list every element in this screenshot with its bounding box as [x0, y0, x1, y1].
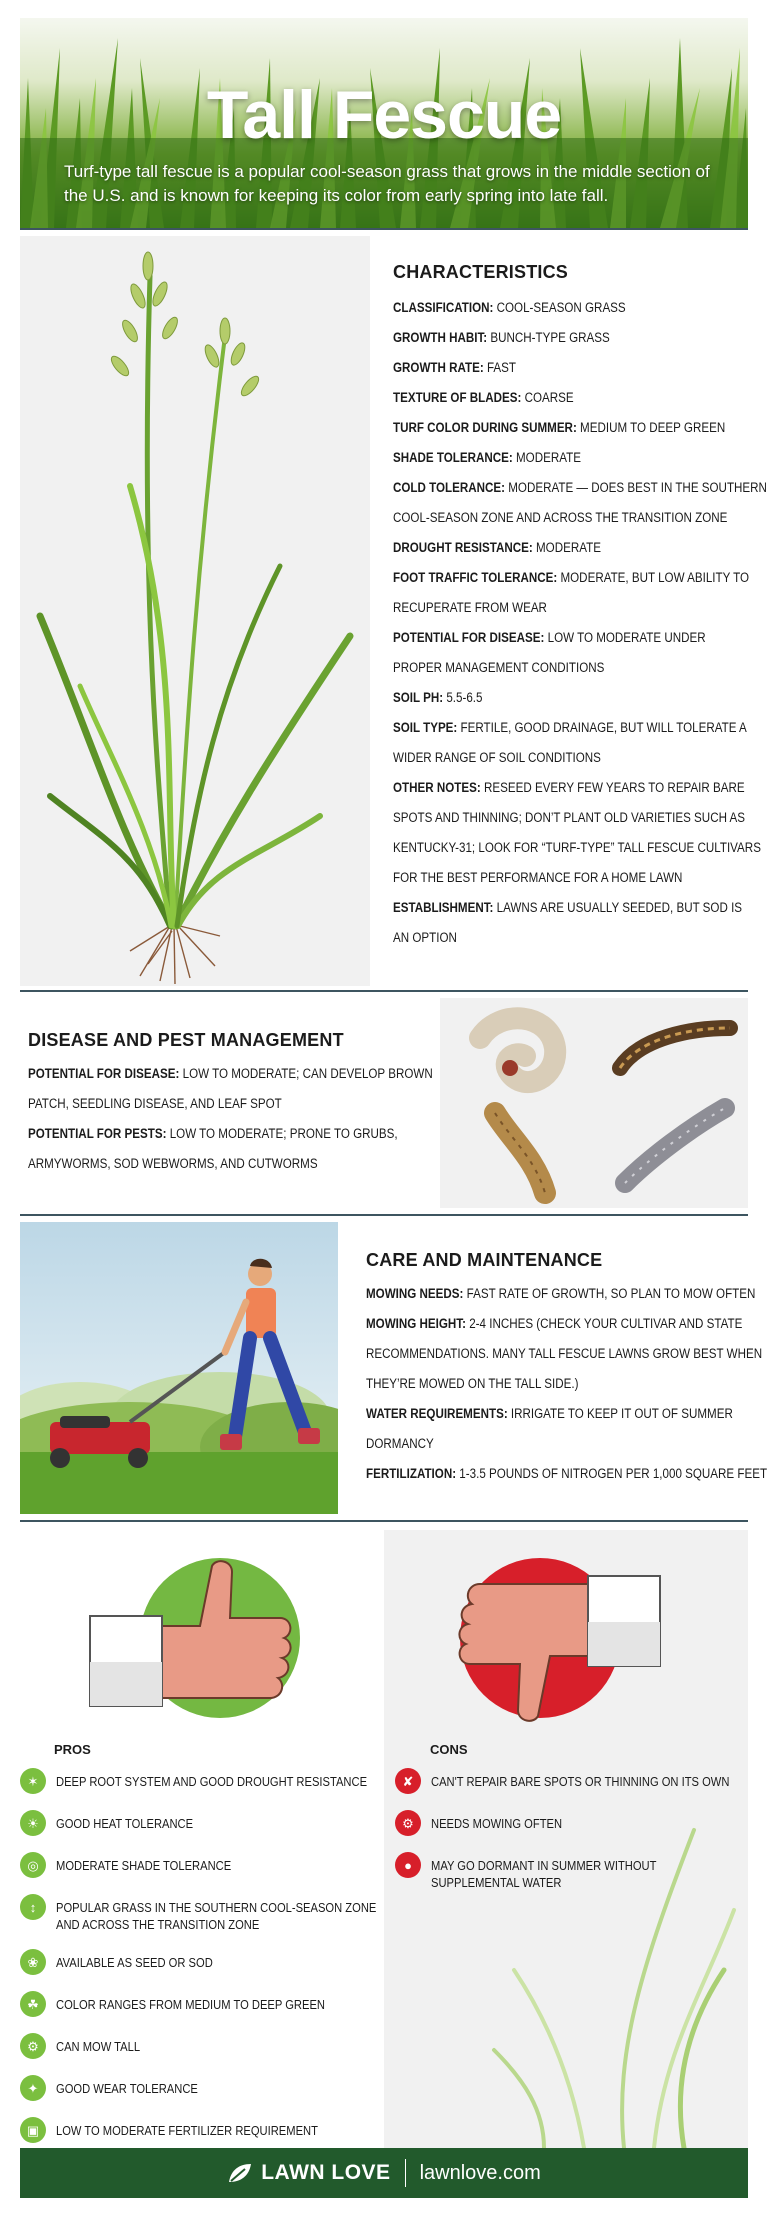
care-section [366, 1250, 768, 1489]
section-divider [20, 1520, 748, 1522]
detail-row [393, 443, 753, 473]
list-item-label: AVAILABLE AS SEED OR SOD [56, 1955, 213, 1970]
pros-list [20, 1772, 380, 2163]
detail-value: IRRIGATE TO KEEP IT OUT OF SUMMER [510, 1406, 733, 1421]
detail-row-continued [393, 863, 753, 893]
detail-value: DORMANCY [366, 1436, 434, 1451]
detail-value: FAST RATE OF GROWTH, SO PLAN TO MOW OFTEN [466, 1286, 756, 1301]
list-item-label: GOOD HEAT TOLERANCE [56, 1816, 194, 1831]
detail-value: MODERATE [536, 540, 601, 555]
detail-row-continued [393, 923, 753, 953]
pest-panel [440, 998, 748, 1208]
detail-row-continued [366, 1429, 750, 1459]
detail-value: WIDER RANGE OF SOIL CONDITIONS [393, 750, 601, 765]
mower-icon: ⚙ [20, 2033, 46, 2059]
grub-icon [480, 1018, 555, 1082]
detail-row [366, 1279, 756, 1309]
detail-row [393, 683, 753, 713]
detail-value: PATCH, SEEDLING DISEASE, AND LEAF SPOT [28, 1096, 282, 1111]
list-item-label: LOW TO MODERATE FERTILIZER REQUIREMENT [56, 2123, 318, 2138]
detail-key: POTENTIAL FOR DISEASE: [28, 1066, 180, 1081]
detail-key: WATER REQUIREMENTS: [366, 1406, 508, 1421]
detail-value: LAWNS ARE USUALLY SEEDED, BUT SOD IS [496, 900, 743, 915]
detail-key: MOWING HEIGHT: [366, 1316, 466, 1331]
detail-row-continued [28, 1089, 438, 1119]
detail-row-continued [366, 1369, 750, 1399]
website-link[interactable]: lawnlove.com [419, 2161, 541, 2184]
detail-row-continued [393, 803, 753, 833]
list-item-label: NEEDS MOWING OFTEN [431, 1816, 563, 1831]
detail-key: FOOT TRAFFIC TOLERANCE: [393, 570, 558, 585]
list-item-label: COLOR RANGES FROM MEDIUM TO DEEP GREEN [56, 1997, 325, 2012]
detail-value: MODERATE — DOES BEST IN THE SOUTHERN [508, 480, 767, 495]
lawn-love-leaf-icon [227, 2162, 253, 2184]
detail-row-continued [393, 833, 761, 863]
cons-title: CONS [430, 1742, 468, 1757]
detail-row [366, 1459, 768, 1489]
detail-row [393, 293, 753, 323]
detail-row-continued [28, 1149, 438, 1179]
detail-row [393, 473, 767, 503]
sun-icon: ☀ [20, 1810, 46, 1836]
cutworm-icon [495, 1113, 545, 1193]
detail-key: SOIL PH: [393, 690, 444, 705]
detail-key: TEXTURE OF BLADES: [393, 390, 522, 405]
list-item-label: CAN MOW TALL [56, 2039, 141, 2054]
list-item-label: CAN'T REPAIR BARE SPOTS OR THINNING ON ITS OWN [431, 1774, 730, 1789]
list-item [20, 1995, 380, 2017]
detail-key: OTHER NOTES: [393, 780, 481, 795]
sunglasses-icon: ◎ [20, 1852, 46, 1878]
list-item [20, 1856, 380, 1878]
detail-key: GROWTH RATE: [393, 360, 484, 375]
list-item [20, 1772, 380, 1794]
mowing-illustration-panel [20, 1222, 338, 1514]
detail-row [393, 893, 753, 923]
person-mowing-illustration [20, 1222, 338, 1514]
detail-value: 5.5-6.5 [446, 690, 483, 705]
detail-value: RECUPERATE FROM WEAR [393, 600, 547, 615]
detail-row [393, 563, 753, 593]
detail-row [28, 1059, 438, 1089]
detail-value: BUNCH-TYPE GRASS [490, 330, 610, 345]
detail-value: FAST [486, 360, 516, 375]
detail-value: THEY’RE MOWED ON THE TALL SIDE.) [366, 1376, 579, 1391]
fertilizer-icon: ▣ [20, 2117, 46, 2143]
characteristics-title: CHARACTERISTICS [393, 262, 569, 282]
leaf-icon: ☘ [20, 1991, 46, 2017]
detail-value: COOL-SEASON GRASS [496, 300, 626, 315]
detail-key: POTENTIAL FOR DISEASE: [393, 630, 545, 645]
cons-list [395, 1772, 745, 1911]
footer [20, 2148, 748, 2198]
list-item [20, 2079, 380, 2101]
list-item [20, 2121, 380, 2143]
detail-key: GROWTH HABIT: [393, 330, 488, 345]
detail-row-continued [393, 743, 753, 773]
pros-title: PROS [54, 1742, 91, 1757]
brand[interactable] [227, 2161, 390, 2185]
section-divider [20, 1214, 748, 1216]
grass-icon: ❀ [20, 1949, 46, 1975]
detail-value: FERTILE, GOOD DRAINAGE, BUT WILL TOLERATE A [460, 720, 747, 735]
detail-value: ARMYWORMS, SOD WEBWORMS, AND CUTWORMS [28, 1156, 318, 1171]
detail-row [393, 383, 753, 413]
detail-value: LOW TO MODERATE; CAN DEVELOP BROWN [182, 1066, 433, 1081]
disease-list [28, 1059, 438, 1179]
detail-row-continued [393, 503, 753, 533]
list-item [395, 1814, 745, 1836]
detail-value: LOW TO MODERATE; PRONE TO GRUBS, [169, 1126, 398, 1141]
webworm-icon [625, 1108, 725, 1183]
detail-value: FOR THE BEST PERFORMANCE FOR A HOME LAWN [393, 870, 683, 885]
list-item-label: GOOD WEAR TOLERANCE [56, 2081, 198, 2096]
detail-value: KENTUCKY-31; LOOK FOR “TURF-TYPE” TALL FESCUE CULTIVARS [393, 840, 761, 855]
detail-row [393, 533, 753, 563]
list-item-label: DEEP ROOT SYSTEM AND GOOD DROUGHT RESISTANCE [56, 1774, 368, 1789]
care-list [366, 1279, 768, 1489]
footprints-icon: ✦ [20, 2075, 46, 2101]
mower-icon: ⚙ [395, 1810, 421, 1836]
thumbs-down-icon [440, 1556, 670, 1726]
detail-row [393, 773, 753, 803]
detail-key: SOIL TYPE: [393, 720, 458, 735]
detail-key: COLD TOLERANCE: [393, 480, 506, 495]
detail-row [366, 1399, 750, 1429]
bare-spot-icon: ✘ [395, 1768, 421, 1794]
detail-key: FERTILIZATION: [366, 1466, 457, 1481]
detail-key: SHADE TOLERANCE: [393, 450, 513, 465]
list-item [395, 1772, 745, 1794]
detail-value: COOL-SEASON ZONE AND ACROSS THE TRANSITION ZONE [393, 510, 728, 525]
detail-row [366, 1309, 750, 1339]
detail-row [393, 713, 753, 743]
detail-key: DROUGHT RESISTANCE: [393, 540, 533, 555]
page-title: Tall Fescue [206, 77, 562, 153]
thumbs-up-icon [80, 1556, 310, 1726]
detail-row [393, 413, 753, 443]
detail-value: SPOTS AND THINNING; DON’T PLANT OLD VARIETIES SUCH AS [393, 810, 746, 825]
section-divider [20, 990, 748, 992]
disease-section [28, 1030, 438, 1179]
header-banner [20, 18, 748, 228]
roots-icon: ✶ [20, 1768, 46, 1794]
detail-key: TURF COLOR DURING SUMMER: [393, 420, 577, 435]
brand-name: LAWN LOVE [261, 2161, 391, 2184]
detail-value: LOW TO MODERATE UNDER [547, 630, 706, 645]
detail-value: RECOMMENDATIONS. MANY TALL FESCUE LAWNS GROW BEST WHEN [366, 1346, 763, 1361]
thermometer-icon: ↕ [20, 1894, 46, 1920]
fescue-plant-illustration [20, 236, 370, 986]
armyworm-icon [620, 1028, 730, 1068]
detail-key: POTENTIAL FOR PESTS: [28, 1126, 167, 1141]
water-drop-icon: ● [395, 1852, 421, 1878]
detail-key: ESTABLISHMENT: [393, 900, 494, 915]
list-item-label: MAY GO DORMANT IN SUMMER WITHOUT [431, 1858, 657, 1873]
characteristics-list [393, 293, 767, 953]
care-title: CARE AND MAINTENANCE [366, 1250, 603, 1270]
pests-illustration [440, 998, 748, 1208]
detail-row [393, 623, 753, 653]
characteristics-section [393, 262, 767, 953]
detail-value: 1-3.5 POUNDS OF NITROGEN PER 1,000 SQUARE FEET [459, 1466, 768, 1481]
list-item [20, 2037, 380, 2059]
detail-row-continued [366, 1339, 763, 1369]
list-item [20, 1814, 380, 1836]
list-item-label: POPULAR GRASS IN THE SOUTHERN COOL-SEASON ZONE [56, 1900, 377, 1915]
list-item-label: SUPPLEMENTAL WATER [431, 1875, 562, 1890]
detail-value: MODERATE [516, 450, 581, 465]
detail-row [393, 353, 753, 383]
detail-row [393, 323, 753, 353]
disease-title: DISEASE AND PEST MANAGEMENT [28, 1030, 344, 1050]
list-item [395, 1856, 745, 1891]
detail-value: MEDIUM TO DEEP GREEN [580, 420, 726, 435]
footer-separator [405, 2159, 406, 2187]
detail-value: 2-4 INCHES (CHECK YOUR CULTIVAR AND STATE [469, 1316, 743, 1331]
detail-key: MOWING NEEDS: [366, 1286, 464, 1301]
detail-value: PROPER MANAGEMENT CONDITIONS [393, 660, 605, 675]
detail-value: RESEED EVERY FEW YEARS TO REPAIR BARE [483, 780, 745, 795]
detail-row-continued [393, 653, 753, 683]
detail-row [28, 1119, 438, 1149]
detail-value: COARSE [524, 390, 574, 405]
list-item [20, 1898, 380, 1933]
list-item [20, 1953, 380, 1975]
detail-key: CLASSIFICATION: [393, 300, 494, 315]
detail-value: MODERATE, BUT LOW ABILITY TO [560, 570, 750, 585]
detail-value: AN OPTION [393, 930, 457, 945]
list-item-label: AND ACROSS THE TRANSITION ZONE [56, 1917, 260, 1932]
section-divider [20, 228, 748, 230]
list-item-label: MODERATE SHADE TOLERANCE [56, 1858, 232, 1873]
detail-row-continued [393, 593, 753, 623]
page-subtitle: Turf-type tall fescue is a popular cool-season grass that grows in the middle section of the U.S. and is known for keeping its color from early spring into late fall. [64, 162, 710, 205]
